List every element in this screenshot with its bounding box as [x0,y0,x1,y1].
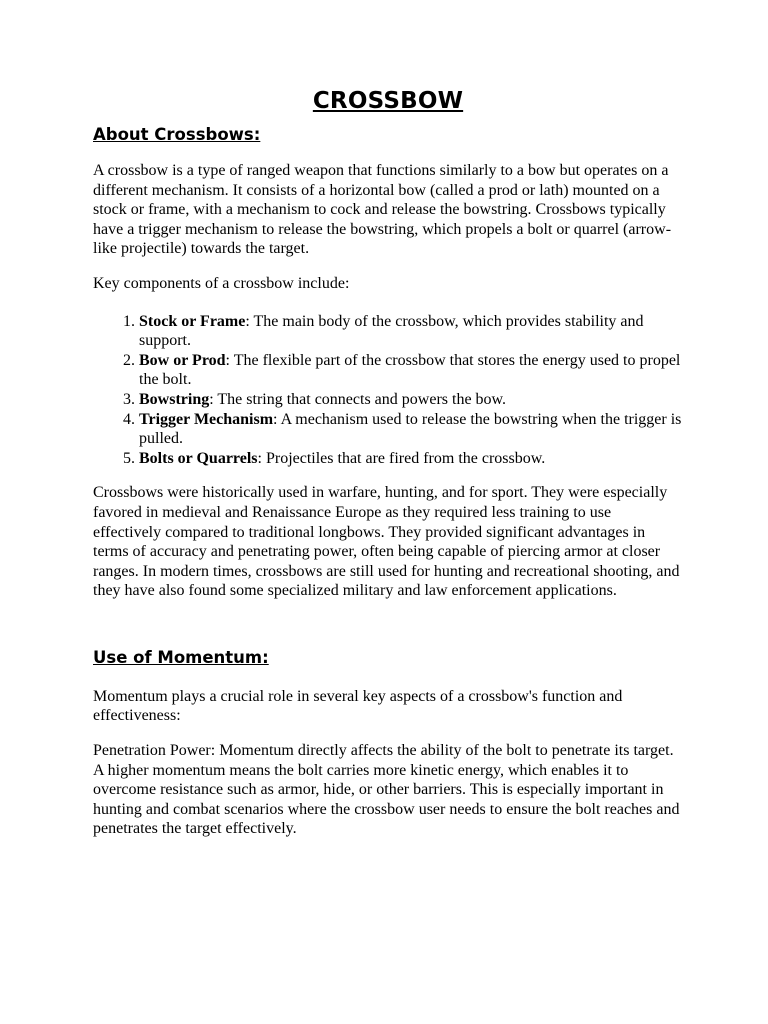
component-description: : A mechanism used to release the bowstring when the trigger is pulled. [139,410,682,448]
component-description: : The string that connects and powers the bow. [209,390,507,408]
component-term: Trigger Mechanism [139,410,274,428]
component-term: Stock or Frame [139,312,246,330]
components-list [93,312,683,469]
document-title: CROSSBOW [312,88,464,114]
document-page [93,86,683,839]
list-item [139,449,683,469]
paragraph-history: Crossbows were historically used in warfare, hunting, and for sport. They were especially favored in medieval and Renaissance Europe as they required less training to use effectively compared to traditional longbows. They provided significant advantages in terms of accuracy and penetrating power, often being capable of piercing armor at closer ranges. In modern times, crossbows are still used for hunting and recreational shooting, and they have also found some specialized military and law enforcement applications. [93,484,680,600]
list-item [139,312,683,351]
component-term: Bolts or Quarrels [139,449,258,467]
list-item [139,410,683,449]
component-term: Bowstring [139,390,210,408]
component-description: : The main body of the crossbow, which provides stability and support. [139,312,644,350]
component-description: : Projectiles that are fired from the crossbow. [257,449,546,467]
section-heading-about: About Crossbows: [93,125,261,144]
section-heading-momentum: Use of Momentum: [93,647,269,667]
list-item [139,351,683,390]
paragraph-components-intro: Key components of a crossbow include: [93,274,350,292]
paragraph-intro: A crossbow is a type of ranged weapon that functions similarly to a bow but operates on a different mechanism. It consists of a horizontal bow (called a prod or lath) mounted on a stock or frame, with a mechanism to cock and release the bowstring. Crossbows typically have a trigger mechanism to release the bowstring, which propels a bolt or quarrel (arrow-like projectile) towards the target. [93,162,672,258]
component-description: : The flexible part of the crossbow that stores the energy used to propel the bolt. [139,351,681,389]
list-item [139,390,683,410]
component-term: Bow or Prod [139,351,226,369]
paragraph-momentum-intro: Momentum plays a crucial role in several key aspects of a crossbow's function and effectiveness: [93,687,623,725]
paragraph-penetration: Penetration Power: Momentum directly affects the ability of the bolt to penetrate its target. A higher momentum means the bolt carries more kinetic energy, which enables it to overcome resistance such as armor, hide, or other barriers. This is especially important in hunting and combat scenarios where the crossbow user needs to ensure the bolt reaches and penetrates the target effectively. [93,742,680,838]
